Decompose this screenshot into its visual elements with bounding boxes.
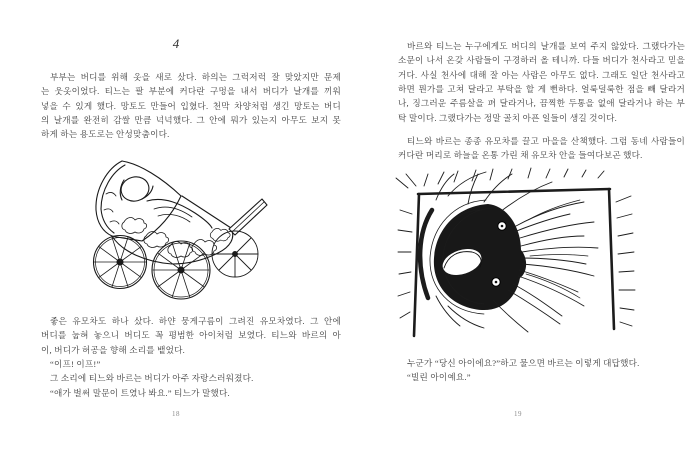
dialogue-line: “빌린 아이예요.” (407, 372, 471, 383)
text-line: 는 웃옷이었다. 티느는 팔 부분에 커다란 구멍을 내서 버디가 날개를 끼워 (41, 86, 341, 97)
pram-wheel-front (152, 241, 210, 299)
text-line: 거다. 사실 천사에 대해 잘 아는 사람은 아무도 없다. 그래도 일단 천사라고 (398, 69, 685, 80)
dialogue-line: “애가 벌써 말문이 트였나 봐요.” 티느가 말했다. (50, 387, 230, 398)
dialogue-line: “이프! 이프!” (50, 359, 101, 370)
text-line: 바르와 티느는 누구에게도 버디의 날개를 보여 주지 않았다. 그랬다가는 (407, 41, 685, 51)
pram-wheel-left (94, 236, 147, 289)
peering-head-illustration (388, 166, 640, 344)
text-line: 좋은 유모차도 하나 샀다. 하얀 뭉게구름이 그려진 유모차였다. 그 안에 (50, 316, 341, 326)
dialogue-line: 그 소리에 티느와 바르는 버디가 아주 자랑스러워졌다. (50, 373, 254, 384)
text-line: 나, 징그러운 주름살을 펴 달라거나, 끔찍한 두통을 없애 달라거나 하는 부 (398, 98, 685, 109)
text-line: 버디를 눕혀 놓으니 버디도 꼭 평범한 아이처럼 보였다. 티느와 바르의 아 (41, 330, 341, 341)
text-line: 이, 버디가 허공을 향해 소리를 뱉었다. (41, 344, 185, 355)
text-line: 탁 말이다. 그랬다가는 정말 골치 아픈 일들이 생길 것이다. (398, 112, 618, 123)
text-line: 커다란 머리로 하늘을 온통 가린 채 유모차 안을 들여다보곤 했다. (398, 150, 643, 161)
text-line: 하면 뭔가를 고쳐 달라고 부탁을 할 게 뻔하다. 얼룩덜룩한 점을 빼 달라거 (398, 84, 685, 95)
right-paragraph-2 (398, 134, 685, 163)
left-paragraph-2 (41, 314, 341, 400)
text-line: 의 날개를 완전히 감쌀 만큼 넉넉했다. 그 안에 뭐가 있는지 아무도 보지 못 (41, 115, 341, 126)
text-line: 티느와 바르는 종종 유모차를 끌고 마을을 산책했다. 그럼 동네 사람들이 (407, 136, 685, 146)
chapter-number: 4 (172, 36, 180, 51)
text-line: 누군가 “당신 아이에요?”하고 물으면 바르는 이렇게 대답했다. (407, 358, 640, 368)
pram-illustration (84, 154, 270, 302)
text-line: 소문이 나서 온갖 사람들이 구경하러 올 테니까. 다들 버디가 천사라고 믿을 (398, 55, 685, 66)
right-paragraph-3 (398, 356, 685, 385)
pram-wheel-rear (212, 231, 258, 277)
left-paragraph-1 (41, 70, 341, 142)
text-line: 부부는 버디를 위해 옷을 새로 샀다. 하의는 그럭저럭 잘 맞았지만 문제 (50, 72, 341, 82)
text-line: 하게 하는 용도로는 안성맞춤이다. (41, 129, 170, 140)
pram-handle (229, 199, 267, 235)
right-paragraph-1 (398, 39, 685, 125)
page-number-left: 18 (172, 410, 180, 418)
text-line: 넣을 수 있게 했다. 망토도 만들어 입혔다. 천막 차양처럼 생긴 망토는 버디 (41, 100, 341, 111)
page-number-right: 19 (514, 410, 522, 418)
